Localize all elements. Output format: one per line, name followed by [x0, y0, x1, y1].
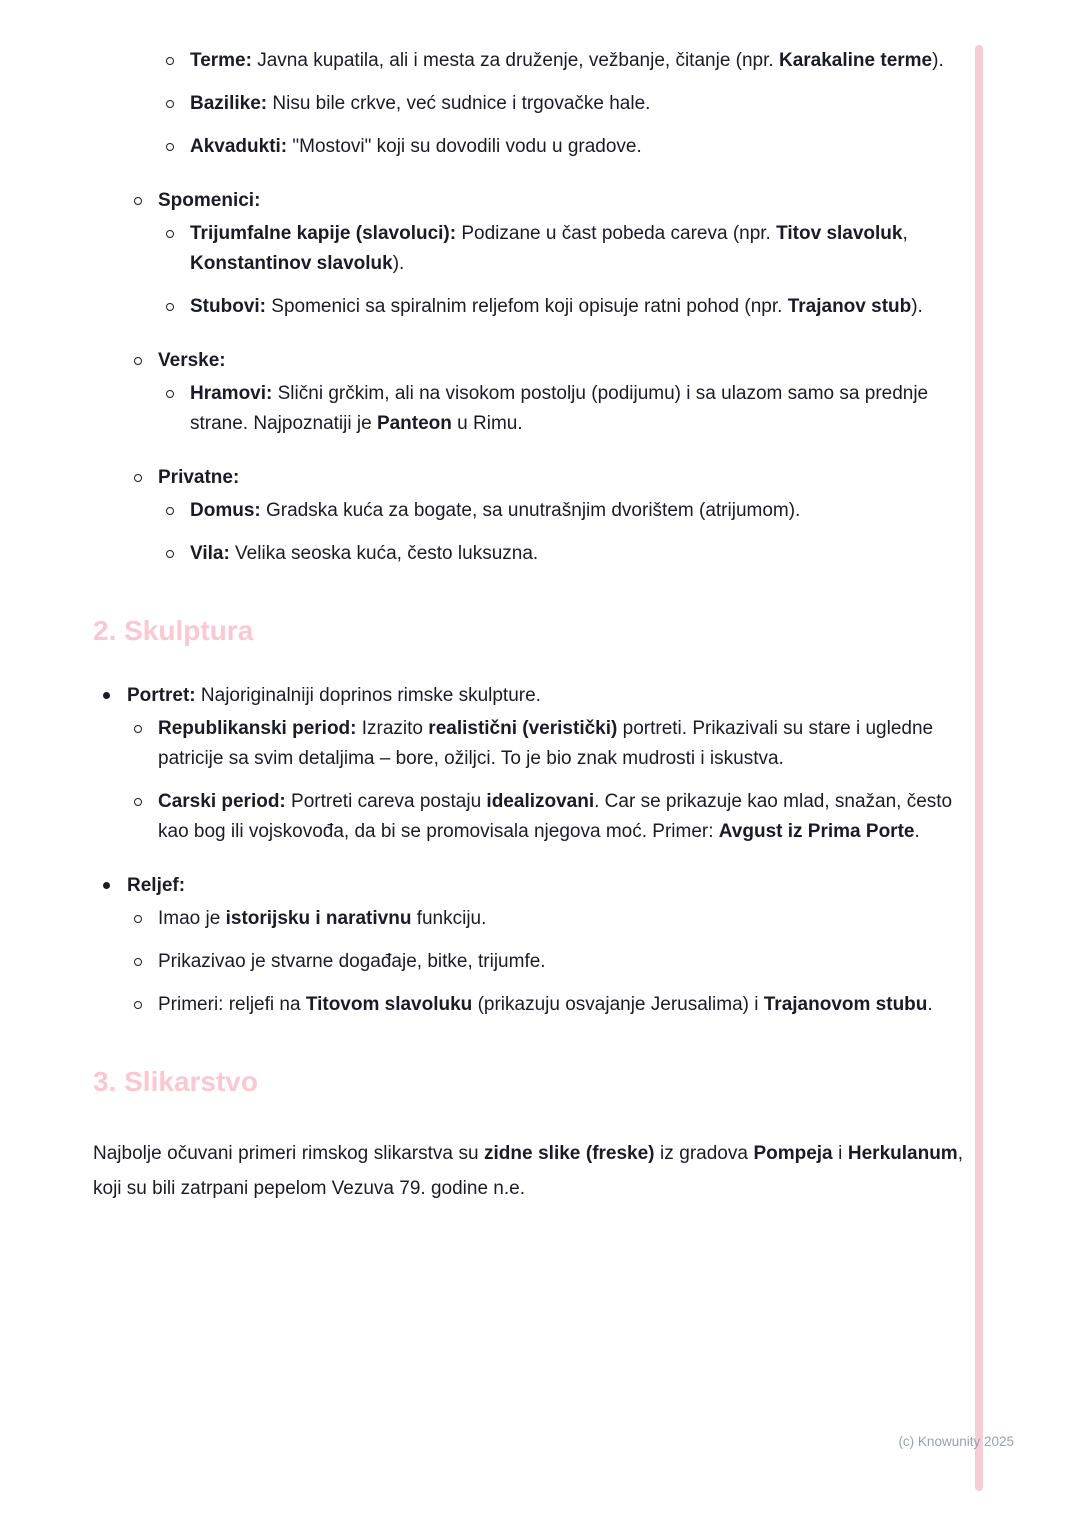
text: ).	[932, 50, 944, 71]
bold-text: Portret:	[127, 685, 196, 706]
list-item-text	[190, 46, 963, 76]
list-item	[134, 787, 963, 847]
text: ).	[911, 296, 923, 317]
text: .	[927, 994, 933, 1015]
bold-text: Panteon	[376, 413, 452, 434]
bold-text: Vila:	[190, 543, 230, 564]
bold-text: Trajanovom stubu	[763, 994, 928, 1015]
text: Prikazivao je stvarne događaje, bitke, trijumfe.	[158, 951, 546, 972]
list-item-text	[158, 346, 963, 376]
list-item	[166, 496, 963, 526]
text: funkciju.	[411, 908, 487, 929]
bold-text: Hramovi:	[190, 383, 273, 404]
bold-text: realistični (veristički)	[428, 718, 618, 739]
list-item-text	[190, 219, 963, 279]
text: Najoriginalniji doprinos rimske skulpture.	[195, 685, 541, 706]
list-item	[134, 714, 963, 774]
list-item	[103, 871, 963, 901]
bold-text: Stubovi:	[190, 296, 266, 317]
bold-text: Pompeja	[753, 1143, 833, 1164]
list-item	[134, 990, 963, 1020]
bold-text: Trijumfalne kapije (slavoluci):	[190, 223, 457, 244]
list-item	[134, 346, 963, 376]
text: "Mostovi" koji su dovodili vodu u gradove.	[287, 136, 642, 157]
bold-text: Carski period:	[158, 791, 286, 812]
bullet-circle-icon	[166, 379, 190, 439]
list-item	[134, 186, 963, 216]
bold-text: Trajanov stub	[787, 296, 912, 317]
list-item	[166, 219, 963, 279]
list-item	[103, 681, 963, 711]
bold-text: Republikanski period:	[158, 718, 357, 739]
bold-text: Spomenici:	[158, 190, 261, 211]
bullet-circle-icon	[134, 346, 158, 376]
bullet-disc-icon	[103, 871, 127, 901]
list-item	[166, 89, 963, 119]
text: Gradska kuća za bogate, sa unutrašnjim dvorištem (atrijumom).	[260, 500, 801, 521]
bullet-circle-icon	[166, 46, 190, 76]
list-item	[166, 379, 963, 439]
list-item	[166, 46, 963, 76]
text: Portreti careva postaju	[285, 791, 487, 812]
text: (prikazuju osvajanje Jerusalima) i	[472, 994, 764, 1015]
bullet-circle-icon	[134, 463, 158, 493]
bold-text: idealizovani	[486, 791, 595, 812]
section-heading: 3. Slikarstvo	[93, 1066, 258, 1097]
bold-text: Reljef:	[127, 875, 186, 896]
copyright-text: (c) Knowunity 2025	[898, 1434, 1014, 1449]
bold-text: Karakaline terme	[778, 50, 933, 71]
text: . Car se prikazuje kao mlad, snažan, često kao bog ili vojskovođa, da bi se promovisala njegova moć. Primer:	[158, 791, 953, 842]
list-item	[134, 904, 963, 934]
text: u Rimu.	[451, 413, 523, 434]
list-item-text	[127, 681, 963, 711]
list-item-text	[158, 947, 963, 977]
text: Podizane u čast pobeda careva (npr.	[456, 223, 777, 244]
list-item-text	[158, 714, 963, 774]
bold-text: Konstantinov slavoluk	[190, 253, 393, 274]
list-item-text	[158, 990, 963, 1020]
section-heading: 2. Skulptura	[93, 615, 254, 646]
text: Spomenici sa spiralnim reljefom koji opisuje ratni pohod (npr.	[266, 296, 788, 317]
text: iz gradova	[654, 1143, 754, 1164]
bullet-circle-icon	[166, 89, 190, 119]
list-item-text	[190, 132, 963, 162]
bold-text: Titovom slavoluku	[305, 994, 473, 1015]
list-item-text	[190, 292, 963, 322]
bold-text: istorijsku i narativnu	[225, 908, 412, 929]
bullet-circle-icon	[134, 904, 158, 934]
list-item-text	[158, 186, 963, 216]
bold-text: Privatne:	[158, 467, 240, 488]
bold-text: Bazilike:	[190, 93, 268, 114]
list-item-text	[190, 89, 963, 119]
list-item-text	[127, 871, 963, 901]
list-item	[134, 947, 963, 977]
bullet-circle-icon	[134, 947, 158, 977]
text: Imao je	[158, 908, 226, 929]
list-item-text	[158, 787, 963, 847]
list-item-text	[190, 539, 963, 569]
bullet-circle-icon	[166, 292, 190, 322]
list-item	[166, 539, 963, 569]
text: portreti. Prikazivali su stare i ugledne patricije sa svim detaljima – bore, ožiljci. To je bio znak mudrosti i iskustva.	[158, 718, 934, 769]
pink-edge-bar	[975, 45, 983, 1491]
paragraph	[93, 1136, 963, 1206]
list-item	[134, 463, 963, 493]
text: ,	[902, 223, 908, 244]
bold-text: Titov slavoluk	[776, 223, 903, 244]
bold-text: Verske:	[158, 350, 226, 371]
bold-text: Herkulanum	[847, 1143, 958, 1164]
bold-text: Akvadukti:	[190, 136, 288, 157]
bullet-disc-icon	[103, 681, 127, 711]
text: Nisu bile crkve, već sudnice i trgovačke hale.	[267, 93, 651, 114]
list-item-text	[158, 904, 963, 934]
bullet-circle-icon	[166, 132, 190, 162]
bold-text: Avgust iz Prima Porte	[718, 821, 915, 842]
bold-text: Terme:	[190, 50, 252, 71]
bullet-circle-icon	[134, 186, 158, 216]
bullet-circle-icon	[166, 539, 190, 569]
text: .	[914, 821, 920, 842]
bold-text: zidne slike (freske)	[484, 1143, 655, 1164]
bold-text: Domus:	[190, 500, 261, 521]
bullet-circle-icon	[134, 714, 158, 774]
text: Slični grčkim, ali na visokom postolju (podijumu) i sa ulazom samo sa prednje strane. Najpoznatiji je	[190, 383, 929, 434]
text: Najbolje očuvani primeri rimskog slikarstva su	[93, 1143, 485, 1164]
list-item-text	[190, 379, 963, 439]
list-item-text	[190, 496, 963, 526]
text: i	[832, 1143, 848, 1164]
list-item	[166, 132, 963, 162]
bullet-circle-icon	[134, 990, 158, 1020]
text: , koji su bili zatrpani pepelom Vezuva 79. godine n.e.	[93, 1143, 963, 1199]
text: Velika seoska kuća, često luksuzna.	[229, 543, 539, 564]
list-item-text	[158, 463, 963, 493]
text: ).	[392, 253, 405, 274]
text: Javna kupatila, ali i mesta za druženje, vežbanje, čitanje (npr.	[251, 50, 779, 71]
list-item	[166, 292, 963, 322]
bullet-circle-icon	[134, 787, 158, 847]
bullet-circle-icon	[166, 219, 190, 279]
text: Primeri: reljefi na	[158, 994, 306, 1015]
text: Izrazito	[356, 718, 429, 739]
bullet-circle-icon	[166, 496, 190, 526]
